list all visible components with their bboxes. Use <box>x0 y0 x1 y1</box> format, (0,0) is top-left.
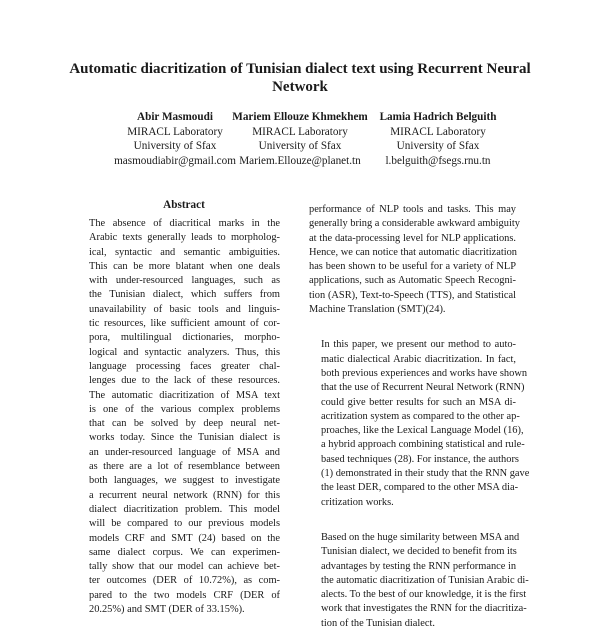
author-email: Mariem.Ellouze@planet.tn <box>239 154 361 167</box>
introduction-body <box>309 203 530 631</box>
abstract-line: 20.25%) and SMT (DER of 33.15%). <box>89 604 245 616</box>
abstract-line: This can be more blatant when one deals <box>89 260 280 272</box>
intro-line: based techniques (28). For instance, the authors <box>321 453 519 465</box>
intro-line: Tunisian dialect, we decided to benefit from its <box>321 546 517 558</box>
abstract-heading: Abstract <box>163 199 205 211</box>
intro-line: In this paper, we present our method to auto- <box>321 339 516 351</box>
author-email: l.belguith@fsegs.rnu.tn <box>385 154 491 167</box>
intro-line: acritization system as compared to the other ap- <box>321 410 520 422</box>
intro-line: both previous experiences and works have shown <box>321 367 528 379</box>
intro-line: tion (ASR), Text-to-Speech (TTS), and Statistical <box>309 289 516 301</box>
intro-line: critization works. <box>321 496 394 508</box>
abstract-body <box>89 217 280 617</box>
abstract-line: a recurrent neural network (RNN) for this <box>89 489 280 501</box>
abstract-line: pared to the two models CRF (DER of <box>89 589 280 601</box>
author-email: masmoudiabir@gmail.com <box>114 154 236 167</box>
author-university: University of Sfax <box>258 140 342 152</box>
intro-line: matic dialectical Arabic diacritization. In fact, <box>321 353 516 365</box>
abstract-line: dialect diacritization problem. This model <box>89 503 280 515</box>
author-name: Mariem Ellouze Khmekhem <box>232 111 368 123</box>
abstract-line: logical and syntactic analyzers. Thus, this <box>89 346 280 358</box>
abstract-line: is one of the various complex problems <box>89 403 280 415</box>
intro-line: Based on the huge similarity between MSA and <box>321 531 520 543</box>
intro-line: (1) demonstrated in their study that the RNN gave <box>321 468 530 480</box>
abstract-line: works today. Since the Tunisian dialect is <box>89 432 280 444</box>
abstract-line: with under-resourced languages, such as <box>89 275 280 287</box>
intro-line: that the use of Recurrent Neural Network (RNN) <box>321 382 525 394</box>
abstract-line: models CRF and SMT (24) based on the <box>89 532 280 544</box>
abstract-line: The absence of diacritical marks in the <box>89 218 280 229</box>
abstract-line: language processing faces greater chal- <box>89 360 280 372</box>
intro-line: performance of NLP tools and tasks. This may <box>309 204 516 215</box>
abstract-line: tic resources, like sufficient amount of cor- <box>89 318 280 330</box>
author-block-3 <box>370 110 506 168</box>
intro-paragraph <box>309 338 530 510</box>
intro-line: alects. To the best of our knowledge, it is the first <box>321 589 527 601</box>
intro-line: Machine Translation (SMT)(24). <box>309 304 446 316</box>
intro-line: applications, such as Automatic Speech Recogni- <box>309 275 516 287</box>
author-affiliation: MIRACL Laboratory <box>390 125 486 138</box>
intro-line: a hybrid approach combining statistical and rule- <box>321 439 525 451</box>
abstract-line: The automatic diacritization of MSA text <box>89 389 280 401</box>
abstract-line: the Tunisian dialect, which suffers from <box>89 289 280 301</box>
intro-line: has been shown to be useful for a variety of NLP <box>309 261 516 273</box>
abstract-line: ter outcomes (DER of 10.72%), as com- <box>89 575 280 587</box>
intro-line: tion of the Tunisian dialect. <box>321 617 436 629</box>
author-university: University of Sfax <box>133 140 217 152</box>
intro-line: generally bring a considerable awkward ambiguity <box>309 218 520 230</box>
author-name: Abir Masmoudi <box>137 111 213 123</box>
intro-line: proaches, like the Lexical Language Model (16), <box>321 425 524 437</box>
author-affiliation: MIRACL Laboratory <box>127 125 223 138</box>
intro-line: the automatic diacritization of Tunisian Arabic di- <box>321 574 529 586</box>
abstract-line: pora, multilingual dictionaries, morpho- <box>89 332 280 344</box>
intro-line: at the data-processing level for NLP applications. <box>309 232 516 244</box>
intro-line: Hence, we can notice that automatic diacritization <box>309 246 518 258</box>
paragraph-gap <box>309 510 516 531</box>
author-university: University of Sfax <box>396 140 480 152</box>
paper-title: Automatic diacritization of Tunisian dialect text using Recurrent Neural Network <box>69 61 531 95</box>
paragraph-gap <box>309 317 516 338</box>
abstract-line: ical, syntactic and semantic ambiguities. <box>89 246 280 258</box>
abstract-line: will be compared to our previous models <box>89 518 280 530</box>
abstract-line: an under-resourced language of MSA and <box>89 446 280 458</box>
intro-paragraph <box>309 203 520 317</box>
abstract-line: same dialect corpus. We can experimen- <box>89 546 280 558</box>
abstract-line: as there are a lot of resemblance between <box>89 461 280 473</box>
abstract-line: that can be solved by deep neural net- <box>89 418 280 430</box>
intro-line: the least DER, compared to the other MSA dia- <box>321 482 519 494</box>
abstract-line: tally show that our model can achieve bet- <box>89 561 280 573</box>
abstract-line: lenges due to the lack of these resources. <box>89 375 280 387</box>
author-affiliation: MIRACL Laboratory <box>252 125 348 138</box>
intro-line: could give better results for such an MSA di- <box>321 396 516 408</box>
intro-line: work that investigates the RNN for the diacritiza- <box>321 603 527 615</box>
abstract-line: Arabic texts generally leads to morpholog- <box>89 232 280 244</box>
abstract-line: unavailability of basic tools and linguis- <box>89 303 280 315</box>
author-name: Lamia Hadrich Belguith <box>379 111 497 123</box>
abstract-line: both languages, we suggest to investigate <box>89 475 280 487</box>
intro-paragraph <box>309 531 529 631</box>
intro-line: advantages by testing the RNN performance in <box>321 560 517 572</box>
author-block-2 <box>222 110 378 168</box>
